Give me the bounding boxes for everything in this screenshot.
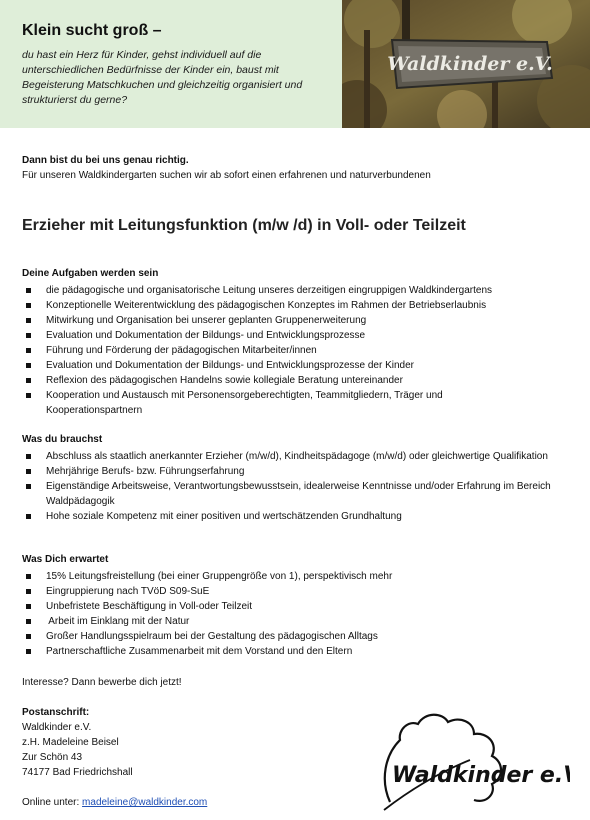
list-item: Unbefristete Beschäftigung in Voll-oder Teilzeit: [22, 599, 562, 614]
bullet: [26, 604, 31, 609]
list-item: Arbeit im Einklang mit der Natur: [22, 614, 562, 629]
bullet: [26, 484, 31, 489]
offers-heading: Was Dich erwartet: [22, 554, 109, 565]
sign-text: Waldkinder e.V.: [387, 53, 553, 75]
offers-list: [22, 569, 562, 659]
address-heading: Postanschrift:: [22, 707, 90, 718]
logo-text: Waldkinder e.V.: [392, 763, 570, 788]
list-item: Konzeptionelle Weiterentwicklung des pädagogischen Konzeptes im Rahmen der Betriebserlaubnis: [22, 298, 562, 313]
bullet: [26, 634, 31, 639]
bullet: [26, 619, 31, 624]
bullet: [26, 393, 31, 398]
list-item: Partnerschaftliche Zusammenarbeit mit dem Vorstand und den Eltern: [22, 644, 562, 659]
list-item: Hohe soziale Kompetenz mit einer positiven und wertschätzenden Grundhaltung: [22, 509, 562, 524]
bullet: [26, 333, 31, 338]
online-line: [22, 795, 207, 810]
list-item: 15% Leitungsfreistellung (bei einer Gruppengröße von 1), perspektivisch mehr: [22, 569, 562, 584]
list-item: Führung und Förderung der pädagogischen Mitarbeiter/innen: [22, 343, 562, 358]
needs-heading: Was du brauchst: [22, 434, 103, 445]
oak-leaf-icon: [370, 710, 570, 815]
address-line: 74177 Bad Friedrichshall: [22, 767, 133, 778]
bullet: [26, 649, 31, 654]
waldkinder-logo: [370, 710, 570, 815]
tasks-list: [22, 283, 562, 418]
bullet: [26, 318, 31, 323]
needs-list: [22, 449, 562, 524]
bullet: [26, 469, 31, 474]
intro-line: Für unseren Waldkindergarten suchen wir ab sofort einen erfahrenen und naturverbundenen: [22, 170, 431, 181]
bullet: [26, 378, 31, 383]
address-line: Zur Schön 43: [22, 752, 83, 763]
bullet: [26, 348, 31, 353]
list-item: Kooperation und Austausch mit Personensorgeberechtigten, Teammitgliedern, Träger und Kooperationspartnern: [22, 388, 516, 418]
list-item: Evaluation und Dokumentation der Bildungs- und Entwicklungsprozesse der Kinder: [22, 358, 562, 373]
list-item: Großer Handlungsspielraum bei der Gestaltung des pädagogischen Alltags: [22, 629, 562, 644]
job-title: Erzieher mit Leitungsfunktion (m/w /d) in Voll- oder Teilzeit: [22, 217, 466, 234]
cta-text: Interesse? Dann bewerbe dich jetzt!: [22, 677, 182, 688]
bullet: [26, 514, 31, 519]
address-line: Waldkinder e.V.: [22, 722, 92, 733]
list-item: die pädagogische und organisatorische Leitung unseres derzeitigen eingruppigen Waldkindergartens: [22, 283, 562, 298]
list-item: Mehrjährige Berufs- bzw. Führungserfahrung: [22, 464, 562, 479]
header-title: Klein sucht groß –: [22, 22, 162, 39]
intro-bold: Dann bist du bei uns genau richtig.: [22, 155, 189, 166]
bullet: [26, 303, 31, 308]
list-item: Evaluation und Dokumentation der Bildungs- und Entwicklungsprozesse: [22, 328, 562, 343]
header-banner: [0, 0, 590, 128]
list-item: Mitwirkung und Organisation bei unserer geplanten Gruppenerweiterung: [22, 313, 562, 328]
forest-sign-photo: [342, 0, 590, 128]
online-label: Online unter:: [22, 797, 83, 808]
bullet: [26, 589, 31, 594]
list-item: Reflexion des pädagogischen Handelns sowie kollegiale Beratung untereinander: [22, 373, 562, 388]
list-item: Eingruppierung nach TVöD S09-SuE: [22, 584, 562, 599]
list-item: Eigenständige Arbeitsweise, Verantwortungsbewusstsein, idealerweise Kenntnisse und/oder Erfahrung im Bereich Waldpädagogik: [22, 479, 562, 509]
bullet: [26, 454, 31, 459]
header-subtitle: du hast ein Herz für Kinder, gehst individuell auf die unterschiedlichen Bedürfnisse der Kinder ein, baust mit Begeisterung Matschkuchen und gleichzeitig organisiert und strukturierst du gerne?: [22, 49, 303, 106]
list-item: Abschluss als staatlich anerkannter Erzieher (m/w/d), Kindheitspädagoge (m/w/d) oder gleichwertige Qualifikation: [22, 449, 562, 464]
bullet: [26, 574, 31, 579]
bullet: [26, 288, 31, 293]
tasks-heading: Deine Aufgaben werden sein: [22, 268, 159, 279]
email-link[interactable]: madeleine@waldkinder.com: [82, 797, 208, 808]
bullet: [26, 363, 31, 368]
address-line: z.H. Madeleine Beisel: [22, 737, 119, 748]
